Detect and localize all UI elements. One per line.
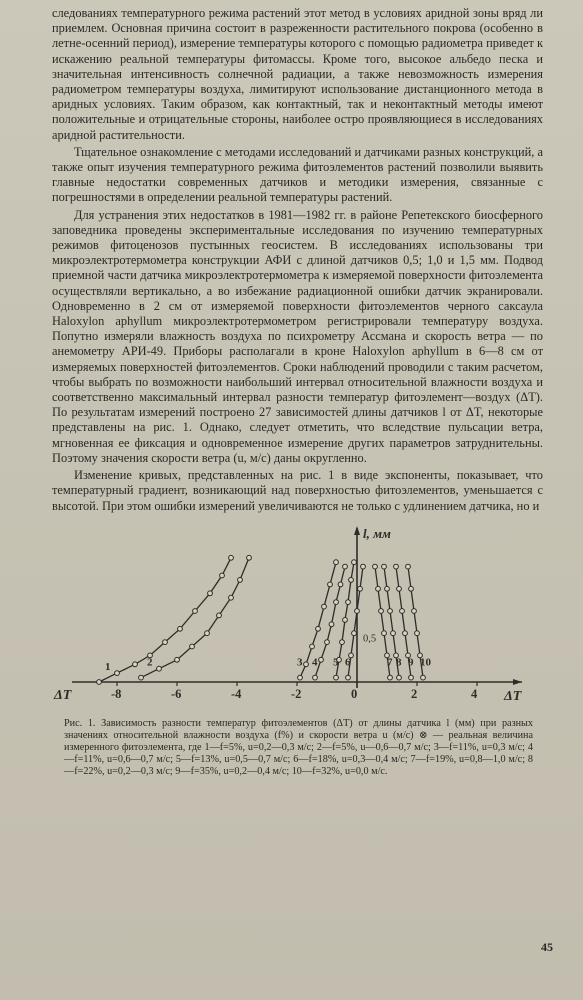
point-5-3	[343, 617, 348, 622]
point-7-0	[388, 675, 393, 680]
point-2-1	[157, 666, 162, 671]
curve-label-10: 10	[420, 656, 431, 669]
point-1-8	[220, 573, 225, 578]
point-5-2	[340, 639, 345, 644]
point-5-6	[352, 560, 357, 565]
point-2-8	[247, 555, 252, 560]
point-4-1	[319, 657, 324, 662]
point-1-9	[229, 555, 234, 560]
x-tick-label-0: -8	[111, 686, 122, 701]
body-text	[52, 6, 543, 514]
x-tick-label-5: 2	[411, 686, 418, 701]
point-8-0	[397, 675, 402, 680]
x-axis-arrow	[513, 679, 522, 685]
point-10-3	[412, 608, 417, 613]
point-9-5	[394, 564, 399, 569]
paragraph-3: Для устранения этих недостатков в 1981—1982 гг. в районе Репетекского биосферного заповедника проведены экспериментальные исследования по изучению температурных режимов фитоценозов пустынных геосистем. В исследованиях использованы три микроэлектротермометра конструкции АФИ с длиной датчиков 0,5; 1,0 и 1,5 мм. Подвод приемной части датчика микроэлектротермометра к измеряемой поверхности фитоэлемента осуществляли вертикально, а во избежание радиационной ошибки датчик экранировали. Одновременно в 2 см от измеряемой поверхности фитоэлементов черного саксаула Haloxylon aphyllum микроэлектротермометром регистрировали температуру воздуха. Попутно измеряли влажность воздуха по психрометру Ассмана и скорость ветра — по анемометру АРИ-49. Приборы располагали в кроне Haloxylon aphyllum в 6—8 см от измеряемых поверхностей фитоэлементов. Сроки наблюдений проводили с таким расчетом, чтобы выбрать по возможности наибольший интервал относительной влажности воздуха и соответственно максимальный интервал разности температур фитоэлемент—воздух (ΔT). По результатам измерений построено 27 зависимостей длины датчиков l от ΔT, некоторые представлены на рис. 1. Однако, следует отметить, что вследствие пульсации ветра, мгновенная ее фиксация и одновременное измерение других параметров затруднительны. Поэтому значения скорости ветра (u, м/с) даны округленно.	[52, 207, 543, 465]
curve-label-6: 6	[345, 656, 351, 669]
point-7-2	[382, 631, 387, 636]
point-3-5	[328, 582, 333, 587]
point-6-2	[352, 631, 357, 636]
point-10-4	[409, 586, 414, 591]
x-tick-label-4: 0	[351, 686, 358, 701]
curve-label-5: 5	[333, 656, 339, 669]
point-6-4	[358, 586, 363, 591]
point-3-2	[310, 644, 315, 649]
figure-1	[52, 522, 552, 718]
x-axis-label: ΔT	[504, 688, 522, 704]
point-8-4	[385, 586, 390, 591]
point-3-0	[298, 675, 303, 680]
point-4-2	[325, 639, 330, 644]
point-8-5	[382, 564, 387, 569]
curve-label-2: 2	[147, 656, 153, 669]
point-10-2	[415, 631, 420, 636]
curve-label-7: 7	[387, 656, 393, 669]
x-axis-label-left: ΔT	[54, 687, 72, 703]
page-number: 45	[541, 940, 553, 954]
point-3-1	[304, 662, 309, 667]
point-6-5	[361, 564, 366, 569]
point-4-0	[313, 675, 318, 680]
curve-label-1: 1	[105, 660, 111, 673]
point-9-4	[397, 586, 402, 591]
point-6-3	[355, 608, 360, 613]
point-2-3	[190, 644, 195, 649]
chart-series	[97, 555, 426, 684]
x-tick-label-6: 4	[471, 686, 478, 701]
point-6-0	[346, 675, 351, 680]
chart-svg	[52, 522, 552, 718]
point-3-6	[334, 560, 339, 565]
x-tick-label-1: -6	[171, 686, 182, 701]
figure-caption: Рис. 1. Зависимость разности температур фитоэлементов (ΔT) от длины датчика l (мм) при разных значениях относительной влажности воздуха (f%) и скорости ветра u (м/с) ⊗ — реальная величина измеренного фитоэлемента, где 1—f=5%, u=0,2—0,3 м/с; 2—f=5%, u—0,6—0,7 м/с; 3—f=11%, u=0,3 м/с; 4—f=11%, u=0,6—0,7 м/с; 5—f=13%, u=0,5—0,7 м/с; 6—f=18%, u=0,3—0,4 м/с; 7—f=19%, u=0,8—1,0 м/с; 8—f=22%, u=0,2—0,3 м/с; 9—f=35%, u=0,2—0,4 м/с; 10—f=32%, u=0,0 м/с.	[64, 717, 533, 777]
point-2-0	[139, 675, 144, 680]
series-line-1	[99, 558, 231, 682]
point-8-3	[388, 608, 393, 613]
paragraph-1: следованиях температурного режима растений этот метод в условиях аридной зоны вряд ли приемлем. Основная причина состоит в разреженности растительного покрова (особенно в летне-осенний период), измерение температуры которого с помощью радиометра приведет к искажению реальной температуры фитомассы. Кроме того, высокое альбедо песка и значительная интенсивность солнечной радиации, а также невозможность измерения радиометром температуры воздуха, лимитируют использование дистанционного метода в аридных условиях. Таким образом, как контактный, так и неконтактный методы имеют положительные и отрицательные стороны, наиболее остро проявляющиеся в исследованиях аридной растительности.	[52, 6, 543, 142]
curve-label-8: 8	[396, 656, 402, 669]
chart-labels	[53, 526, 523, 704]
point-7-4	[376, 586, 381, 591]
curve-label-4: 4	[312, 656, 318, 669]
point-9-2	[403, 631, 408, 636]
y-axis-label: l, мм	[363, 525, 391, 541]
point-8-2	[391, 631, 396, 636]
paragraph-4: Изменение кривых, представленных на рис. 1 в виде экспоненты, показывает, что температурный градиент, возникающий над поверхностью фитоэлементов, уменьшается с высотой. При этом ошибки измерений увеличиваются не только с удлинением датчика, но и	[52, 468, 543, 513]
point-2-7	[238, 577, 243, 582]
y-tick-label-0: 0,5	[363, 633, 377, 645]
curve-label-9: 9	[408, 656, 414, 669]
point-10-5	[406, 564, 411, 569]
curve-label-3: 3	[297, 656, 303, 669]
point-4-3	[329, 622, 334, 627]
y-axis-arrow	[354, 526, 360, 535]
point-1-0	[97, 679, 102, 684]
point-4-6	[343, 564, 348, 569]
point-2-6	[229, 595, 234, 600]
point-1-5	[178, 626, 183, 631]
point-3-4	[322, 604, 327, 609]
series-line-2	[141, 558, 249, 678]
point-3-3	[316, 626, 321, 631]
point-5-5	[349, 577, 354, 582]
point-2-5	[217, 613, 222, 618]
point-4-4	[334, 599, 339, 604]
point-2-2	[175, 657, 180, 662]
x-tick-label-2: -4	[231, 686, 242, 701]
point-1-4	[163, 639, 168, 644]
point-9-0	[409, 675, 414, 680]
point-7-5	[373, 564, 378, 569]
point-9-3	[400, 608, 405, 613]
point-2-4	[205, 631, 210, 636]
point-10-0	[421, 675, 426, 680]
point-5-4	[346, 599, 351, 604]
point-1-2	[133, 662, 138, 667]
point-1-7	[208, 591, 213, 596]
x-tick-label-3: -2	[291, 686, 302, 701]
point-5-0	[334, 675, 339, 680]
paragraph-2: Тщательное ознакомление с методами исследований и датчиками разных конструкций, а также опыт изучения температурного режима фитоэлементов растений позволили выявить главные недостатки современных датчиков и методики измерения, связанные с погрешностями в определении реальной температуры растений.	[52, 144, 543, 205]
point-7-3	[379, 608, 384, 613]
series-line-3	[300, 562, 336, 677]
point-4-5	[338, 582, 343, 587]
point-1-6	[193, 608, 198, 613]
point-1-1	[115, 670, 120, 675]
